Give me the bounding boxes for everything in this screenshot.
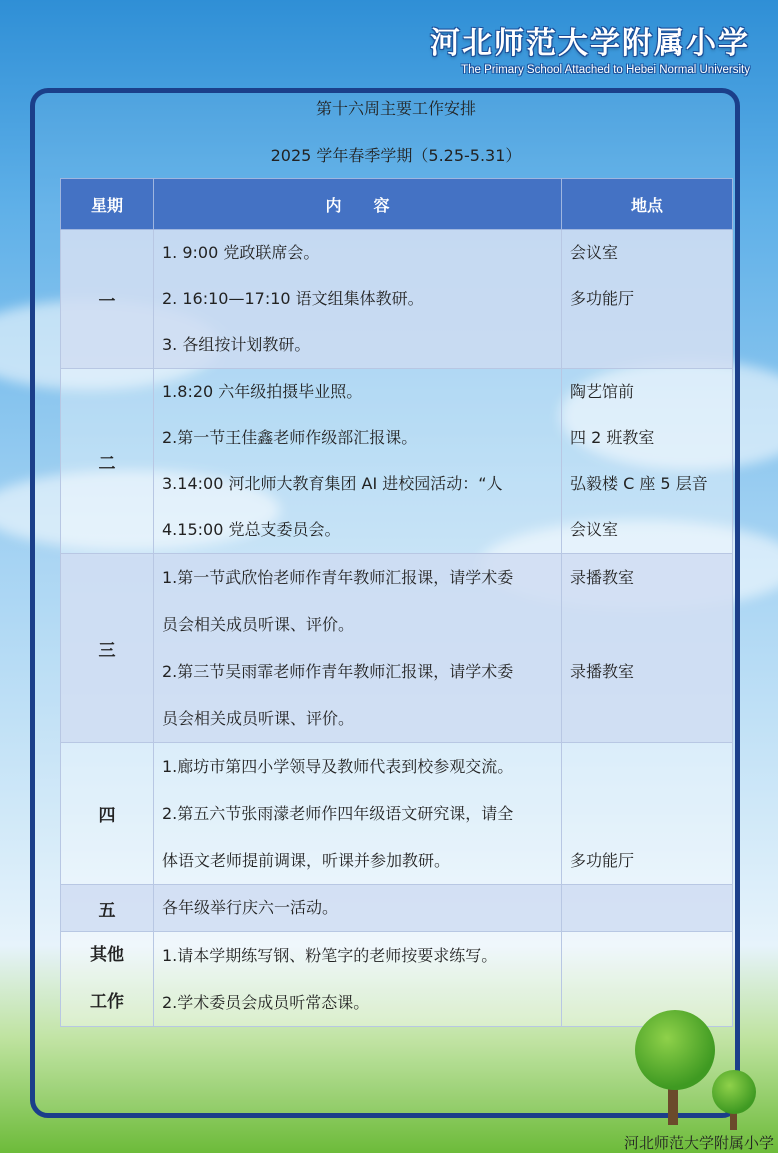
content-cell: [154, 885, 562, 932]
location-line: 陶艺馆前: [570, 382, 635, 401]
content-line: 体语文老师提前调课，听课并参加教研。: [162, 851, 451, 870]
location-cell: [562, 743, 733, 885]
day-cell: 五: [61, 885, 154, 932]
location-cell: [562, 554, 733, 743]
location-line: [562, 790, 732, 837]
schedule-table: [60, 178, 733, 1027]
page-title: 第十六周主要工作安排: [315, 99, 476, 118]
content-cell: [154, 743, 562, 885]
location-line: 录播教室: [570, 662, 635, 681]
location-line: 录播教室: [570, 568, 635, 587]
day-cell: 三: [61, 554, 154, 743]
location-line: [562, 932, 732, 979]
day-label-line: 其他: [90, 945, 124, 965]
content-line: 4.15:00 党总支委员会。: [162, 520, 341, 539]
content-line: 1. 9:00 党政联席会。: [162, 243, 320, 262]
content-line: 1.第一节武欣怡老师作青年教师汇报课，请学术委: [162, 568, 514, 587]
content-line: 员会相关成员听课、评价。: [162, 615, 355, 634]
footer-school-name: 河北师范大学附属小学: [623, 1134, 774, 1152]
content-line: 2.第一节王佳鑫老师作级部汇报课。: [162, 428, 418, 447]
content-line: 2.学术委员会成员听常态课。: [162, 993, 370, 1012]
header-content: 内 容: [154, 179, 562, 230]
content-line: 1.8:20 六年级拍摄毕业照。: [162, 382, 363, 401]
content-line: 3.14:00 河北师大教育集团 AI 进校园活动：“人: [162, 474, 503, 493]
logo-english-name: The Primary School Attached to Hebei Normal University: [461, 64, 750, 76]
tree-illustration: [712, 1070, 756, 1114]
location-cell: [562, 885, 733, 932]
content-line: 1.请本学期练写钢、粉笔字的老师按要求练写。: [162, 946, 498, 965]
location-line: 四 2 班教室: [570, 428, 655, 447]
day-cell: [61, 932, 154, 1027]
location-line: 多功能厅: [570, 289, 635, 308]
content-line: 3. 各组按计划教研。: [162, 335, 311, 354]
table-row-monday: [61, 230, 733, 369]
location-line: 会议室: [570, 520, 619, 539]
day-cell: 一: [61, 230, 154, 369]
location-line: [562, 979, 732, 1026]
table-header-row: [61, 179, 733, 230]
table-row-other: [61, 932, 733, 1027]
content-line: 2.第三节吴雨霏老师作青年教师汇报课，请学术委: [162, 662, 514, 681]
school-logo: [430, 18, 750, 76]
location-line: 会议室: [570, 243, 619, 262]
table-row-wednesday: [61, 554, 733, 743]
location-cell: [562, 230, 733, 369]
content-line: 各年级举行庆六一活动。: [162, 898, 339, 917]
header-weekday: 星期: [61, 179, 154, 230]
page-subtitle: 2025 学年春季学期（5.25-5.31）: [270, 146, 522, 165]
content-line: 1.廊坊市第四小学领导及教师代表到校参观交流。: [162, 757, 514, 776]
location-line: [562, 601, 732, 648]
content-cell: [154, 554, 562, 743]
location-line: 弘毅楼 C 座 5 层音: [570, 474, 708, 493]
logo-chinese-name: 河北师范大学附属小学: [430, 26, 750, 61]
day-label-line: 工作: [90, 992, 124, 1012]
content-cell: [154, 369, 562, 554]
table-row-thursday: [61, 743, 733, 885]
location-line: [562, 322, 732, 368]
location-line: [562, 695, 732, 742]
location-line: 多功能厅: [570, 851, 635, 870]
content-line: 员会相关成员听课、评价。: [162, 709, 355, 728]
table-row-tuesday: [61, 369, 733, 554]
content-cell: [154, 932, 562, 1027]
location-cell: [562, 932, 733, 1027]
content-line: 2.第五六节张雨濛老师作四年级语文研究课，请全: [162, 804, 514, 823]
table-row-friday: [61, 885, 733, 932]
day-cell: 四: [61, 743, 154, 885]
location-line: [562, 743, 732, 790]
location-cell: [562, 369, 733, 554]
location-line: [562, 885, 732, 931]
content-line: 2. 16:10—17:10 语文组集体教研。: [162, 289, 424, 308]
day-cell: 二: [61, 369, 154, 554]
header-location: 地点: [562, 179, 733, 230]
tree-illustration: [635, 1010, 715, 1090]
content-cell: [154, 230, 562, 369]
